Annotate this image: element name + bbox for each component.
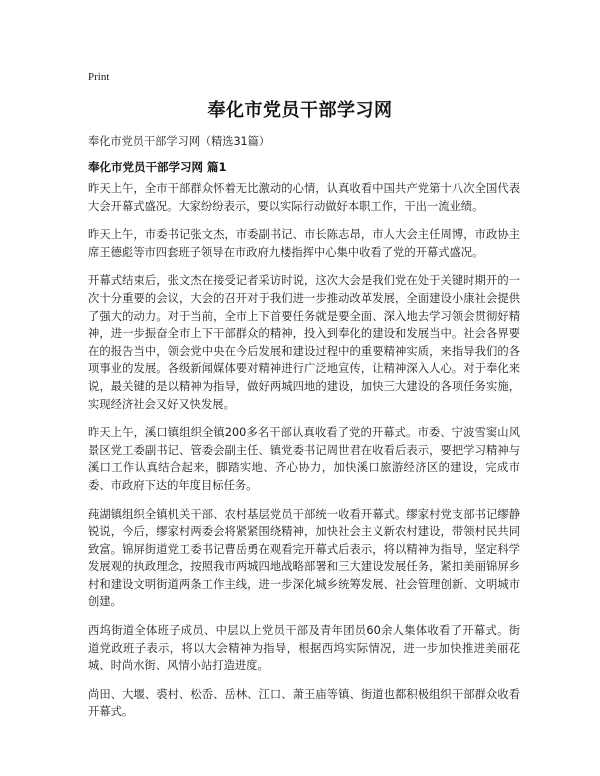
paragraph: 昨天上午，全市干部群众怀着无比激动的心情，认真收看中国共产党第十八次全国代表大会开幕式盛况。大家纷纷表示，要以实际行动做好本职工作，干出一流业绩。 xyxy=(88,182,520,213)
article-body xyxy=(88,180,520,732)
paragraph: 西坞街道全体班子成员、中层以上党员干部及青年团员60余人集体收看了开幕式。街道党政班子表示，将以大会精神为指导，根据西坞实际情况，进一步加快推进美丽花城、时尚水街、风情小站打造进度。 xyxy=(88,624,520,673)
paragraph: 尚田、大堰、裘村、松岙、岳林、江口、萧王庙等镇、街道也都积极组织干部群众收看开幕式。 xyxy=(88,687,520,719)
document-subtitle: 奉化市党员干部学习网（精选31篇） xyxy=(88,135,271,148)
print-link[interactable]: Print xyxy=(88,71,110,83)
section-heading: 奉化市党员干部学习网 篇1 xyxy=(88,160,227,174)
paragraph: 莼湖镇组织全镇机关干部、农村基层党员干部统一收看开幕式。缪家村党支部书记缪静锐说，今后，缪家村两委会将紧紧围绕精神，加快社会主义新农村建设，带领村民共同致富。锦屏街道党工委书记曹岳勇在观看完开幕式后表示，将以精神为指导，坚定科学发展观的执政理念，按照我市两城四地战略部署和三大建设发展任务，紧扣美丽锦屏乡村和建设文明街道两条工作主线，进一步深化城乡统筹发展、社会管理创新、文明城市创建。 xyxy=(88,507,520,609)
page-title: 奉化市党员干部学习网 xyxy=(207,100,393,121)
paragraph: 昨天上午，市委书记张文杰，市委副书记、市长陈志昂，市人大会主任周博，市政协主席王德彪等市四套班子领导在市政府九楼指挥中心集中收看了党的开幕式盛况。 xyxy=(88,228,520,259)
paragraph: 开幕式结束后，张文杰在接受记者采访时说，这次大会是我们党在处于关键时期开的一次十分重要的会议，大会的召开对于我们进一步推动改革发展，全面建设小康社会提供了强大的动力。对于当前，全市上下首要任务就是要全面、深入地去学习领会贯彻好精神，进一步振奋全市上下干部群众的精神，投入到奉化的建设和发展当中。社会各界要在的报告当中，领会党中央在今后发展和建设过程中的重要精神实质，来指导我们的各项事业的发展。各级新闻媒体要对精神进行广泛地宣传，让精神深入人心。对于奉化来说，最关键的是以精神为指导，做好两城四地的建设，加快三大建设的各项任务实施，实现经济社会又好又快发展。 xyxy=(88,274,520,411)
paragraph: 昨天上午，溪口镇组织全镇200多名干部认真收看了党的开幕式。市委、宁波雪窦山风景区党工委副书记、管委会副主任、镇党委书记周世君在收看后表示，要把学习精神与溪口工作认真结合起来，脚踏实地、齐心协力，加快溪口旅游经济区的建设，完成市委、市政府下达的年度目标任务。 xyxy=(88,426,520,492)
